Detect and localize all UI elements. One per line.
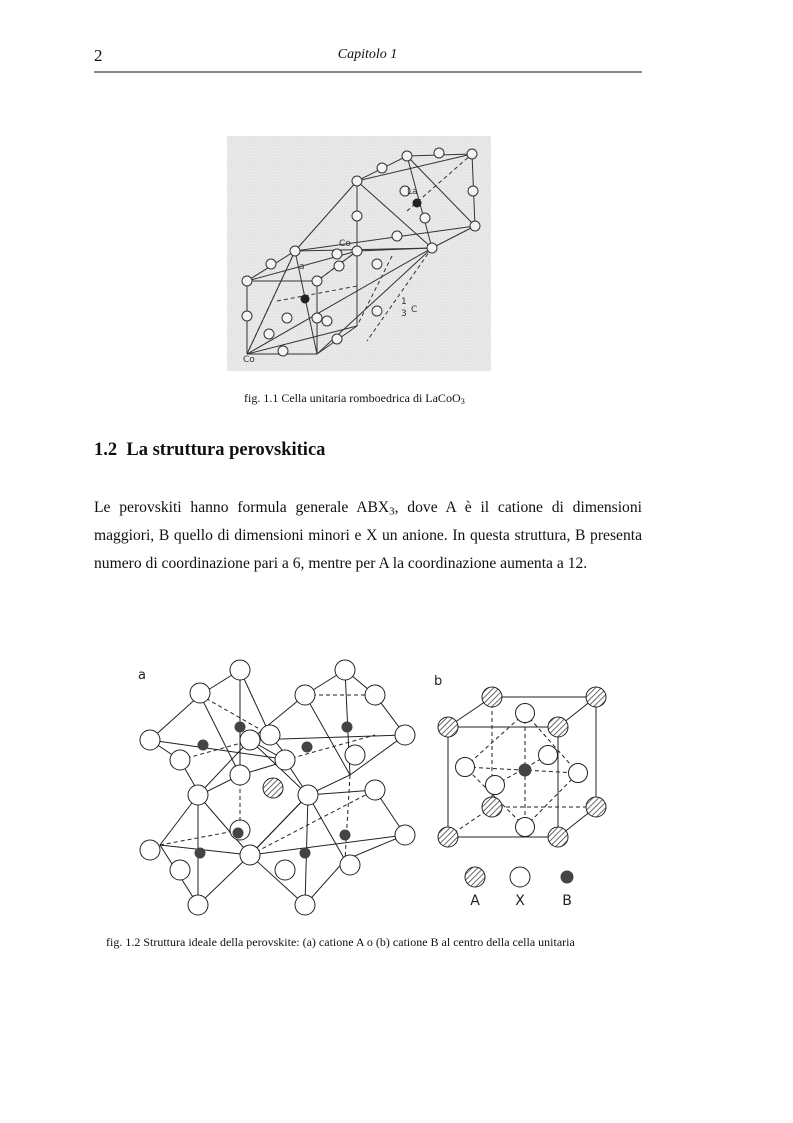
label-a-h: a [299,262,305,272]
legend-a-marker [465,867,485,887]
label-co-i: Co [243,355,255,365]
legend-x-label: X [515,893,525,909]
perovskite-structure-diagram [130,655,630,920]
running-title: Capitolo 1 [337,47,398,62]
header-rule [94,71,642,73]
panel-a-label: a [138,668,146,683]
label-la: La [407,187,418,197]
figure-1-2-caption: fig. 1.2 Struttura ideale della perovskite: (a) catione A o (b) catione B al centro della cella unitaria [106,935,575,949]
label-one-third: 1 [401,297,407,307]
rhombohedral-cell-diagram [227,136,491,371]
label-co-ii: Co [339,239,351,249]
legend-b-marker [561,871,574,884]
legend-a-label: A [470,893,480,909]
legend-x-marker [510,867,530,887]
label-three: 3 [401,309,407,319]
figure-1-2 [130,655,630,920]
legend-b-label: B [562,893,572,909]
figure-1-1 [227,136,491,371]
section-heading: 1.2 La struttura perovskitica [94,440,326,460]
figure-1-1-caption: fig. 1.1 Cella unitaria romboedrica di LaCoO$_3$ [244,391,465,407]
panel-b-label: b [434,674,443,689]
body-paragraph: Le perovskiti hanno formula generale $ABX_3$, dove A è il catione di dimensioni maggiori, B quello di dimensioni minori e X un anione. In questa struttura, B presenta numero di coordinazione pari a 6, mentre per A la coordinazione aumenta a 12. [94,499,642,572]
page-number: 2 [94,46,103,65]
label-c-h: C [411,305,418,315]
